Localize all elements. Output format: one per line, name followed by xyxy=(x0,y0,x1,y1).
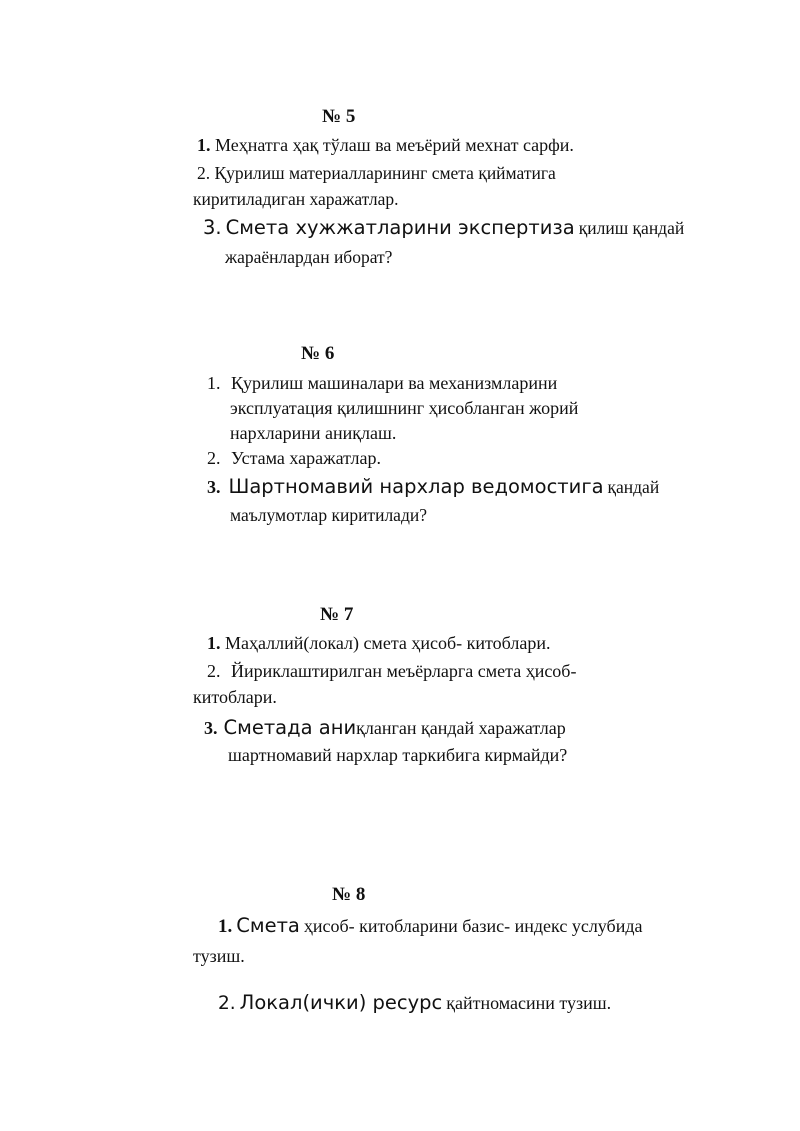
section-6-item-1-line-2: эксплуатация қилишнинг ҳисобланган жорий xyxy=(230,398,579,418)
section-7-item-3-line-2: шартномавий нархлар таркибига кирмайди? xyxy=(228,745,568,765)
item-lead-text: Смета xyxy=(236,914,300,937)
section-5-item-1 xyxy=(197,135,574,156)
item-text: Устама харажатлар. xyxy=(231,448,381,468)
item-number: 2. xyxy=(207,661,221,681)
item-text: Қурилиш материалларининг смета қийматига xyxy=(214,163,556,183)
item-text: қандай xyxy=(607,477,660,497)
section-6-item-2 xyxy=(207,448,381,469)
item-lead-text: Шартномавий нархлар ведомостига xyxy=(228,475,604,498)
section-7-item-2-line-1 xyxy=(207,661,576,682)
item-number: 2. xyxy=(197,163,211,183)
section-5-item-2-line-2: киритиладиган харажатлар. xyxy=(193,189,399,209)
section-6-heading: № 6 xyxy=(301,343,335,364)
item-text: Қурилиш машиналари ва механизмларини xyxy=(231,373,558,393)
item-lead-text: Локал(ички) ресурс xyxy=(239,991,443,1014)
item-number: 2. xyxy=(207,448,221,468)
section-7-item-2-line-2: китоблари. xyxy=(193,687,277,707)
section-7-item-1 xyxy=(207,633,551,654)
item-text: қайтномасини тузиш. xyxy=(446,993,612,1013)
item-text: Маҳаллий(локал) смета ҳисоб- китоблари. xyxy=(225,633,551,653)
item-text: қилиш қандай xyxy=(578,218,685,238)
section-5-item-3-line-2: жараёнлардан иборат? xyxy=(225,247,393,267)
section-7-item-3-line-1 xyxy=(204,716,566,739)
section-8-item-1-line-2: тузиш. xyxy=(193,946,245,966)
item-text: Меҳнатга ҳақ тўлаш ва меъёрий мехнат сарфи. xyxy=(215,135,574,155)
section-8-heading: № 8 xyxy=(332,884,366,905)
section-8-item-2 xyxy=(218,991,611,1014)
item-text: ҳисоб- китобларини базис- индекс услубида xyxy=(303,916,643,936)
item-number: 1. xyxy=(218,916,233,937)
section-6-item-3-line-2: маълумотлар киритилади? xyxy=(230,505,427,525)
item-number: 3. xyxy=(204,718,218,738)
section-6-item-3-line-1 xyxy=(207,475,659,498)
item-lead-text: Сметада ани xyxy=(223,716,357,739)
item-number: 3. xyxy=(207,477,221,497)
item-number: 1. xyxy=(207,373,221,393)
item-text: қланган қандай харажатлар xyxy=(356,718,566,738)
item-number: 3. xyxy=(203,216,222,239)
item-number: 2. xyxy=(218,993,236,1014)
section-8-item-1-line-1 xyxy=(218,914,643,938)
item-number: 1. xyxy=(197,135,211,155)
section-6-item-1-line-3: нархларини аниқлаш. xyxy=(230,423,397,443)
item-text: Йириклаштирилган меъёрларга смета ҳисоб- xyxy=(231,661,577,681)
section-5-heading: № 5 xyxy=(322,106,356,127)
item-lead-text: Смета хужжатларини экспертиза xyxy=(225,216,575,239)
section-7-heading: № 7 xyxy=(320,604,354,625)
section-6-item-1-line-1 xyxy=(207,373,557,394)
item-number: 1. xyxy=(207,633,221,653)
section-5-item-3-line-1 xyxy=(203,216,684,239)
section-5-item-2-line-1 xyxy=(197,163,556,184)
